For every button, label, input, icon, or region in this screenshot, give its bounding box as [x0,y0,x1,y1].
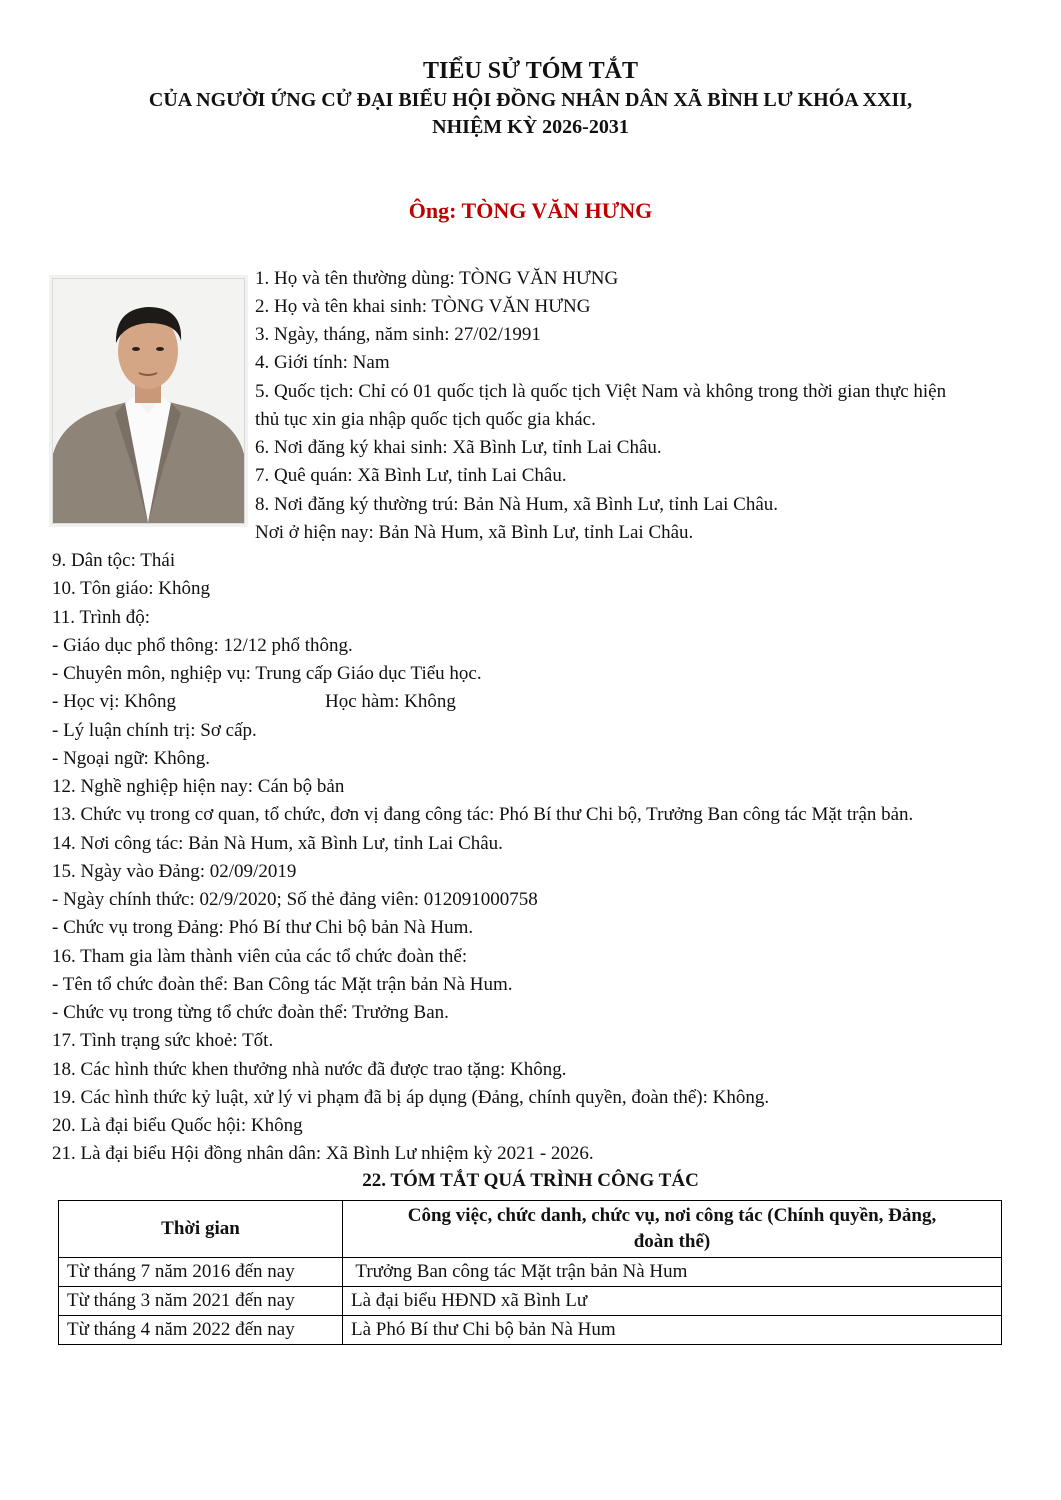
table-cell-time: Từ tháng 4 năm 2022 đến nay [59,1316,343,1345]
table-row [59,1258,1002,1287]
bio-line: - Lý luận chính trị: Sơ cấp. [52,720,257,741]
table-row [59,1316,1002,1345]
document-title: TIỂU SỬ TÓM TẮT [423,58,638,84]
bio-line: 17. Tình trạng sức khoẻ: Tốt. [52,1030,274,1051]
table-header-row [59,1201,1002,1258]
bio-line: Học hàm: Không [325,691,456,712]
column-header-role-line: Công việc, chức danh, chức vụ, nơi công tác (Chính quyền, Đảng, [407,1205,937,1226]
bio-line: 3. Ngày, tháng, năm sinh: 27/02/1991 [255,324,541,345]
column-header-role-line: đoàn thể) [633,1231,711,1252]
column-header-time: Thời gian [59,1201,343,1258]
bio-line: 6. Nơi đăng ký khai sinh: Xã Bình Lư, tỉnh Lai Châu. [255,437,662,458]
bio-line: 12. Nghề nghiệp hiện nay: Cán bộ bản [52,776,345,797]
bio-line: 11. Trình độ: [52,607,151,628]
table-cell-time: Từ tháng 7 năm 2016 đến nay [59,1258,343,1287]
bio-line: - Học vị: Không [52,691,177,712]
bio-line: 16. Tham gia làm thành viên của các tổ chức đoàn thể: [52,946,468,967]
bio-line: - Chức vụ trong Đảng: Phó Bí thư Chi bộ bản Nà Hum. [52,917,474,938]
table-cell-time: Từ tháng 3 năm 2021 đến nay [59,1287,343,1316]
bio-line: - Tên tổ chức đoàn thể: Ban Công tác Mặt trận bản Nà Hum. [52,974,513,995]
bio-line: 13. Chức vụ trong cơ quan, tổ chức, đơn vị đang công tác: Phó Bí thư Chi bộ, Trưởng Ban công tác Mặt trận bản. [52,804,914,825]
bio-line: - Ngoại ngữ: Không. [52,748,211,769]
bio-line: - Chuyên môn, nghiệp vụ: Trung cấp Giáo dục Tiểu học. [52,663,482,684]
bio-line: - Chức vụ trong từng tổ chức đoàn thể: Trưởng Ban. [52,1002,449,1023]
bio-line: 9. Dân tộc: Thái [52,550,176,571]
document-term: NHIỆM KỲ 2026-2031 [432,116,629,138]
bio-line: 21. Là đại biểu Hội đồng nhân dân: Xã Bình Lư nhiệm kỳ 2021 - 2026. [52,1143,594,1164]
bio-line: 19. Các hình thức kỷ luật, xử lý vi phạm đã bị áp dụng (Đảng, chính quyền, đoàn thể): Không. [52,1087,770,1108]
work-history-table [58,1200,1002,1345]
bio-line: 1. Họ và tên thường dùng: TÒNG VĂN HƯNG [255,268,619,289]
table-cell-role: Là đại biểu HĐND xã Bình Lư [343,1287,1002,1316]
bio-line: thủ tục xin gia nhập quốc tịch quốc gia khác. [255,409,596,430]
table-cell-role: Trưởng Ban công tác Mặt trận bản Nà Hum [343,1258,1002,1287]
bio-line: 10. Tôn giáo: Không [52,578,210,599]
bio-line: 15. Ngày vào Đảng: 02/09/2019 [52,861,297,882]
bio-line: 7. Quê quán: Xã Bình Lư, tỉnh Lai Châu. [255,465,567,486]
bio-line: Nơi ở hiện nay: Bản Nà Hum, xã Bình Lư, tỉnh Lai Châu. [255,522,694,543]
bio-line: 8. Nơi đăng ký thường trú: Bản Nà Hum, xã Bình Lư, tỉnh Lai Châu. [255,494,779,515]
table-row [59,1287,1002,1316]
bio-line: - Giáo dục phổ thông: 12/12 phổ thông. [52,635,353,656]
bio-line: 4. Giới tính: Nam [255,352,390,373]
candidate-photo [52,278,245,524]
bio-line: 20. Là đại biểu Quốc hội: Không [52,1115,303,1136]
bio-line: - Ngày chính thức: 02/9/2020; Số thẻ đảng viên: 012091000758 [52,889,538,910]
bio-line: 14. Nơi công tác: Bản Nà Hum, xã Bình Lư, tỉnh Lai Châu. [52,833,503,854]
table-cell-role: Là Phó Bí thư Chi bộ bản Nà Hum [343,1316,1002,1345]
document-subtitle: CỦA NGƯỜI ỨNG CỬ ĐẠI BIỂU HỘI ĐỒNG NHÂN DÂN XÃ BÌNH LƯ KHÓA XXII, [148,89,913,111]
candidate-name: Ông: TÒNG VĂN HƯNG [408,198,653,223]
work-history-heading: 22. TÓM TẮT QUÁ TRÌNH CÔNG TÁC [362,1170,699,1191]
column-header-role [343,1201,1002,1258]
bio-line: 18. Các hình thức khen thưởng nhà nước đã được trao tặng: Không. [52,1059,567,1080]
bio-line: 5. Quốc tịch: Chỉ có 01 quốc tịch là quốc tịch Việt Nam và không trong thời gian thực hiện [255,381,947,402]
bio-line: 2. Họ và tên khai sinh: TÒNG VĂN HƯNG [255,296,591,317]
